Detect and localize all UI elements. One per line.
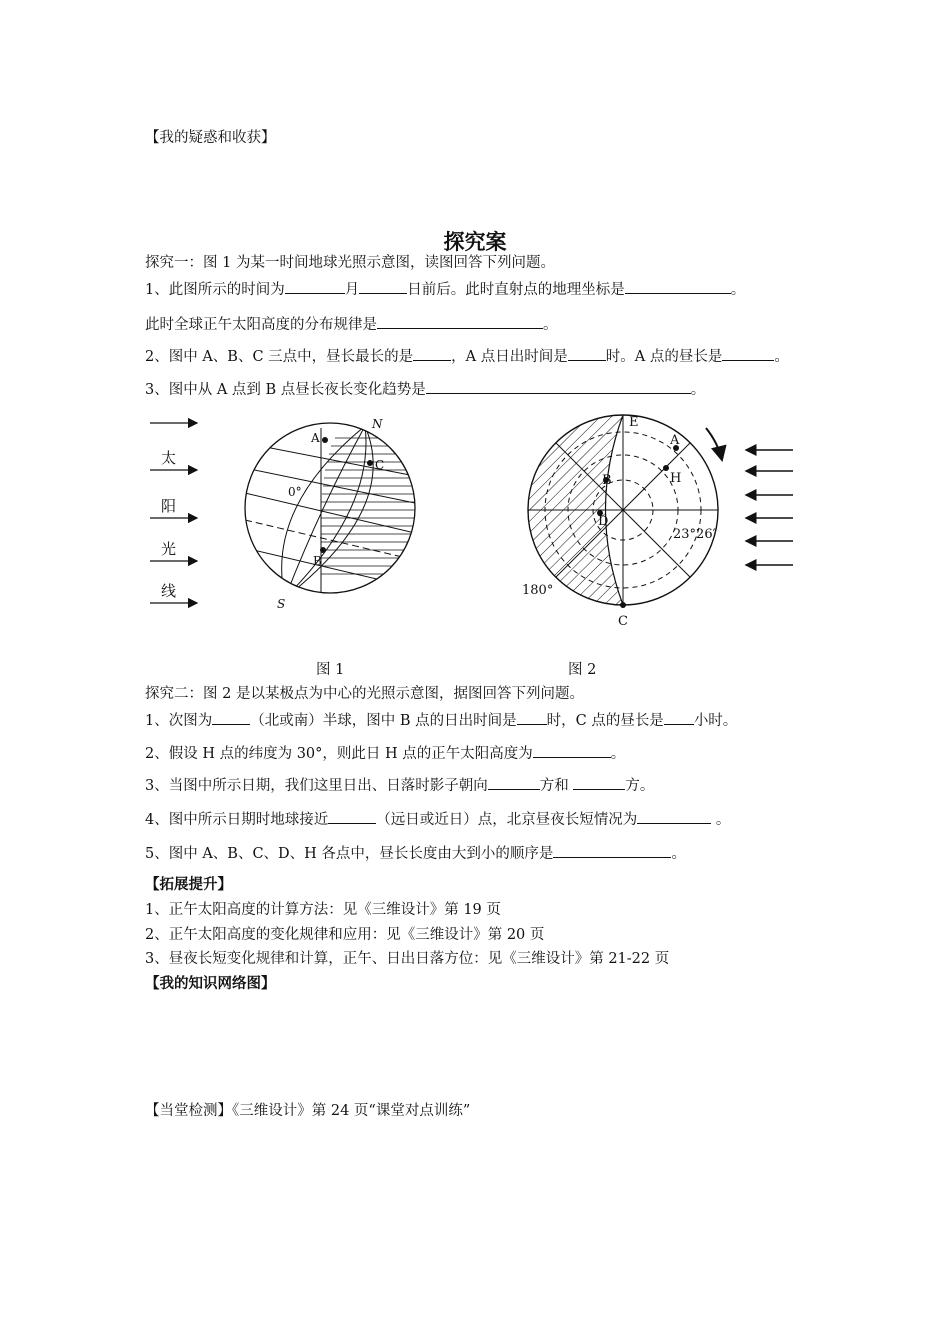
answer-blank[interactable] xyxy=(517,709,547,725)
figure1-caption: 图 1 xyxy=(316,662,345,678)
inquiry2-intro: 探究二：图 2 是以某极点为中心的光照示意图，据图回答下列问题。 xyxy=(145,686,584,702)
answer-blank[interactable] xyxy=(533,742,611,758)
knowledge-header: 【我的知识网络图】 xyxy=(145,975,276,992)
inquiry2-q1: 1、次图为 （北或南）半球，图中 B 点的日出时间是 时，C 点的昼长是 小时。 xyxy=(145,709,737,731)
answer-blank[interactable] xyxy=(625,278,731,294)
inquiry1-q1b: 此时全球正午太阳高度的分布规律是 。 xyxy=(145,313,558,335)
sunlight-arrows xyxy=(746,450,793,565)
answer-blank[interactable] xyxy=(568,345,606,361)
inquiry1-q3: 3、图中从 A 点到 B 点昼长夜长变化趋势是 。 xyxy=(145,378,705,400)
inquiry1-intro: 探究一：图 1 为某一时间地球光照示意图，读图回答下列问题。 xyxy=(145,255,555,271)
sun-label-4: 线 xyxy=(161,582,177,600)
rotation-arrow xyxy=(706,428,722,460)
south-pole-label: S xyxy=(277,597,286,611)
inquiry1-q1a: 1、此图所示的时间为 月 日前后。此时直射点的地理坐标是 。 xyxy=(145,278,745,300)
inquiry2-q4: 4、图中所示日期时地球接近 （远日或近日）点，北京昼夜长短情况为 。 xyxy=(145,808,730,830)
extension-item: 3、昼夜长短变化规律和计算，正午、日出日落方位：见《三维设计》第 21-22 页 xyxy=(145,951,670,967)
answer-blank[interactable] xyxy=(426,378,691,394)
answer-blank[interactable] xyxy=(488,774,540,790)
earth-globe xyxy=(245,426,415,598)
check-header: 【当堂检测】 xyxy=(145,1103,232,1119)
answer-blank[interactable] xyxy=(359,278,407,294)
inquiry2-q5: 5、图中 A、B、C、D、H 各点中，昼长长度由大到小的顺序是 。 xyxy=(145,842,686,864)
point-e-label: E xyxy=(629,415,639,430)
answer-blank[interactable] xyxy=(212,709,250,725)
answer-blank[interactable] xyxy=(664,709,694,725)
answer-blank[interactable] xyxy=(637,808,711,824)
point-b-label: B xyxy=(313,554,322,568)
answer-blank[interactable] xyxy=(413,345,451,361)
extension-header: 【拓展提升】 xyxy=(145,876,232,893)
check-text: 《三维设计》第 24 页“课堂对点训练” xyxy=(232,1103,471,1119)
inquiry2-q2: 2、假设 H 点的纬度为 30°，则此日 H 点的正午太阳高度为 。 xyxy=(145,742,625,764)
north-pole-label: N xyxy=(372,417,383,431)
sun-label-3: 光 xyxy=(161,540,177,558)
longitude-label: 180° xyxy=(522,583,554,598)
answer-blank[interactable] xyxy=(553,842,671,858)
point-d-label: D xyxy=(598,514,609,529)
zero-degree-label: 0° xyxy=(288,485,302,499)
answer-blank[interactable] xyxy=(285,278,345,294)
inquiry2-q3: 3、当图中所示日期，我们这里日出、日落时影子朝向 方和 方。 xyxy=(145,774,654,796)
answer-blank[interactable] xyxy=(722,345,774,361)
point-a-label: A xyxy=(311,431,320,445)
figure2-diagram xyxy=(518,408,798,633)
answer-blank[interactable] xyxy=(377,313,543,329)
page-title: 探究案 xyxy=(443,229,507,254)
check-line xyxy=(145,1101,470,1121)
extension-item: 1、正午太阳高度的计算方法：见《三维设计》第 19 页 xyxy=(145,902,501,918)
figure2-caption: 图 2 xyxy=(568,662,597,678)
answer-blank[interactable] xyxy=(328,808,376,824)
figure1-diagram xyxy=(145,408,435,618)
answer-blank[interactable] xyxy=(573,774,625,790)
sun-label-2: 阳 xyxy=(161,497,177,515)
point-a-label: A xyxy=(670,433,680,448)
doubt-header: 【我的疑惑和收获】 xyxy=(145,130,276,146)
sun-label-1: 太 xyxy=(161,449,177,467)
extension-item: 2、正午太阳高度的变化规律和应用：见《三维设计》第 20 页 xyxy=(145,927,545,943)
point-c-label: C xyxy=(618,614,628,629)
latitude-label: 23°26′ xyxy=(673,527,716,542)
inquiry1-q2: 2、图中 A、B、C 三点中，昼长最长的是 ，A 点日出时间是 时。A 点的昼长是 。 xyxy=(145,345,789,367)
point-b-label: B xyxy=(602,473,612,488)
point-c-label: C xyxy=(375,458,385,472)
point-h-label: H xyxy=(670,471,682,486)
